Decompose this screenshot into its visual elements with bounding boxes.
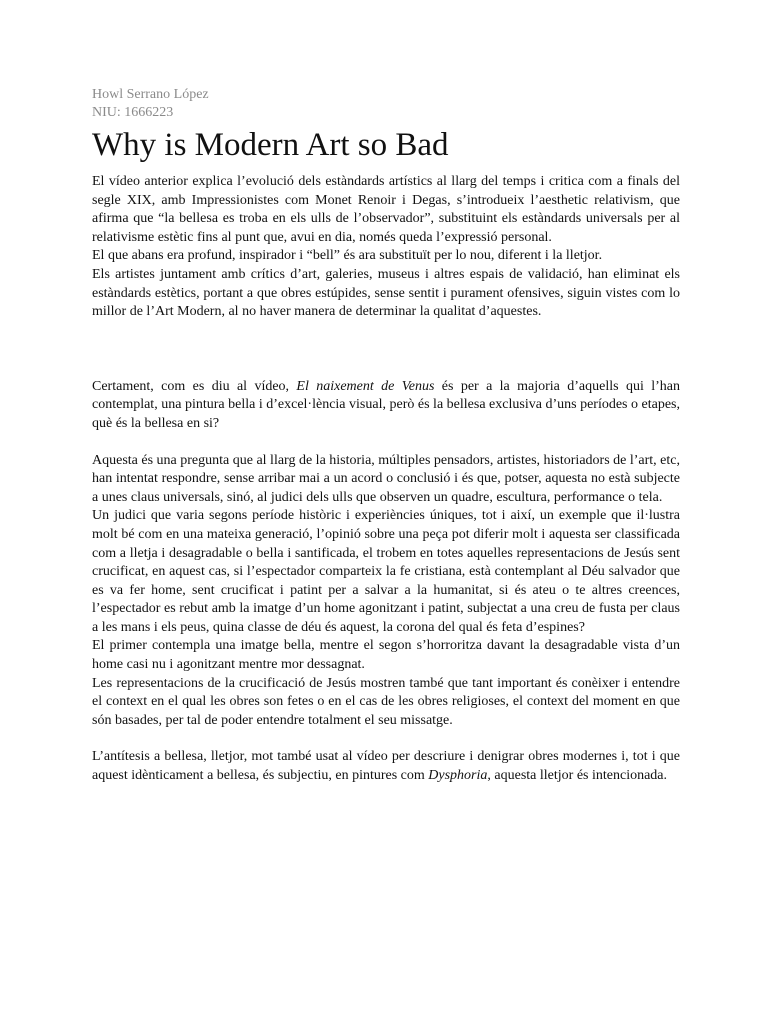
paragraph	[92, 378, 680, 434]
paragraph: Les representacions de la crucificació de Jesús mostren també que tant important és conèixer i entendre el context en el qual les obres son fetes o en el cas de les obres religioses, el context del moment en que són basades, per tal de poder entendre totalment el seu missatge.	[92, 675, 680, 728]
text-run: Certament, com es diu al vídeo,	[92, 378, 297, 394]
author-name: Howl Serrano López	[92, 87, 209, 102]
text-run: , aquesta lletjor és intencionada.	[487, 768, 668, 784]
paragraph: Els artistes juntament amb crítics d’art, galeries, museus i altres espais de validació, han eliminat els estàndards estètics, portant a que obres estúpides, sense sentit i purament ofensives, siguin vistes com lo millor de l’Art Modern, al no haver manera de determinar la qualitat d’aquestes.	[92, 266, 680, 320]
paragraph: Un judici que varia segons període històric i experiències úniques, tot i així, un exemple que il·lustra molt bé com en una mateixa generació, l’opinió sobre una peça pot diferir molt i aquesta ser classificada com a lletja i desagradable o bella i santificada, el trobem en totes aquelles representacions de Jesús sent crucificat, en aquest cas, si l’espectador comparteix la fe cristiana, està contemplant al Déu salvador que es va fer home, sent crucificat i patint per a salvar a la humanitat, si és ateu o te altres creences, l’espectador es rebut amb la imatge d’un home agonitzant i patint, subjectat a una creu de fusta per claus a les mans i els peus, quina classe de déu és aquest, la corona del qual és feta d’espines?	[92, 508, 680, 635]
paragraph: El primer contempla una imatge bella, mentre el segon s’horroritza davant la desagradable vista d’un home casi nu i agonitzant mentre mor dessagnat.	[92, 638, 680, 673]
text-run: L’antítesis a bellesa, lletjor, mot també usat al vídeo per descriure i denigrar obres modernes i, tot i que aquest idènticament a bellesa, és subjectiu, en pintures com	[92, 749, 680, 784]
page-title: Why is Modern Art so Bad	[92, 127, 449, 163]
artwork-title: Dysphoria	[428, 768, 488, 784]
section-intro	[92, 173, 680, 322]
text-run: és per a la majoria d’aquells qui l’han contemplat, una pintura bella i d’excel·lència visual, però és la bellesa exclusiva d’uns períodes o etapes, què és la bellesa en si?	[92, 378, 680, 431]
artwork-title: El naixement de Venus	[296, 378, 435, 394]
section-ugliness	[92, 748, 680, 785]
document-page	[92, 86, 680, 786]
student-id: NIU: 1666223	[92, 105, 174, 120]
section-beauty	[92, 452, 680, 731]
spacer	[92, 434, 680, 452]
spacer	[92, 322, 680, 378]
paragraph: Aquesta és una pregunta que al llarg de la historia, múltiples pensadors, artistes, historiadors de l’art, etc, han intentat respondre, sense arribar mai a un acord o conclusió i és que, potser, aquesta no està subjecte a unes claus universals, sinó, al judici dels ulls que observen un quadre, escultura, performance o tela.	[92, 452, 680, 505]
section-venus	[92, 378, 680, 434]
paragraph: El vídeo anterior explica l’evolució dels estàndards artístics al llarg del temps i critica com a finals del segle XIX, amb Impressionistes com Monet Renoir i Degas, s’introdueix l’aesthetic relativism, que afirma que “la bellesa es troba en els ulls de l’observador”, substituint els estàndards universals per al relativisme estètic fins al punt que, avui en dia, només queda l’expressió personal.	[92, 174, 680, 245]
spacer	[92, 730, 680, 748]
paragraph	[92, 748, 680, 785]
paragraph: El que abans era profund, inspirador i “bell” és ara substituït per lo nou, diferent i la lletjor.	[92, 248, 603, 264]
